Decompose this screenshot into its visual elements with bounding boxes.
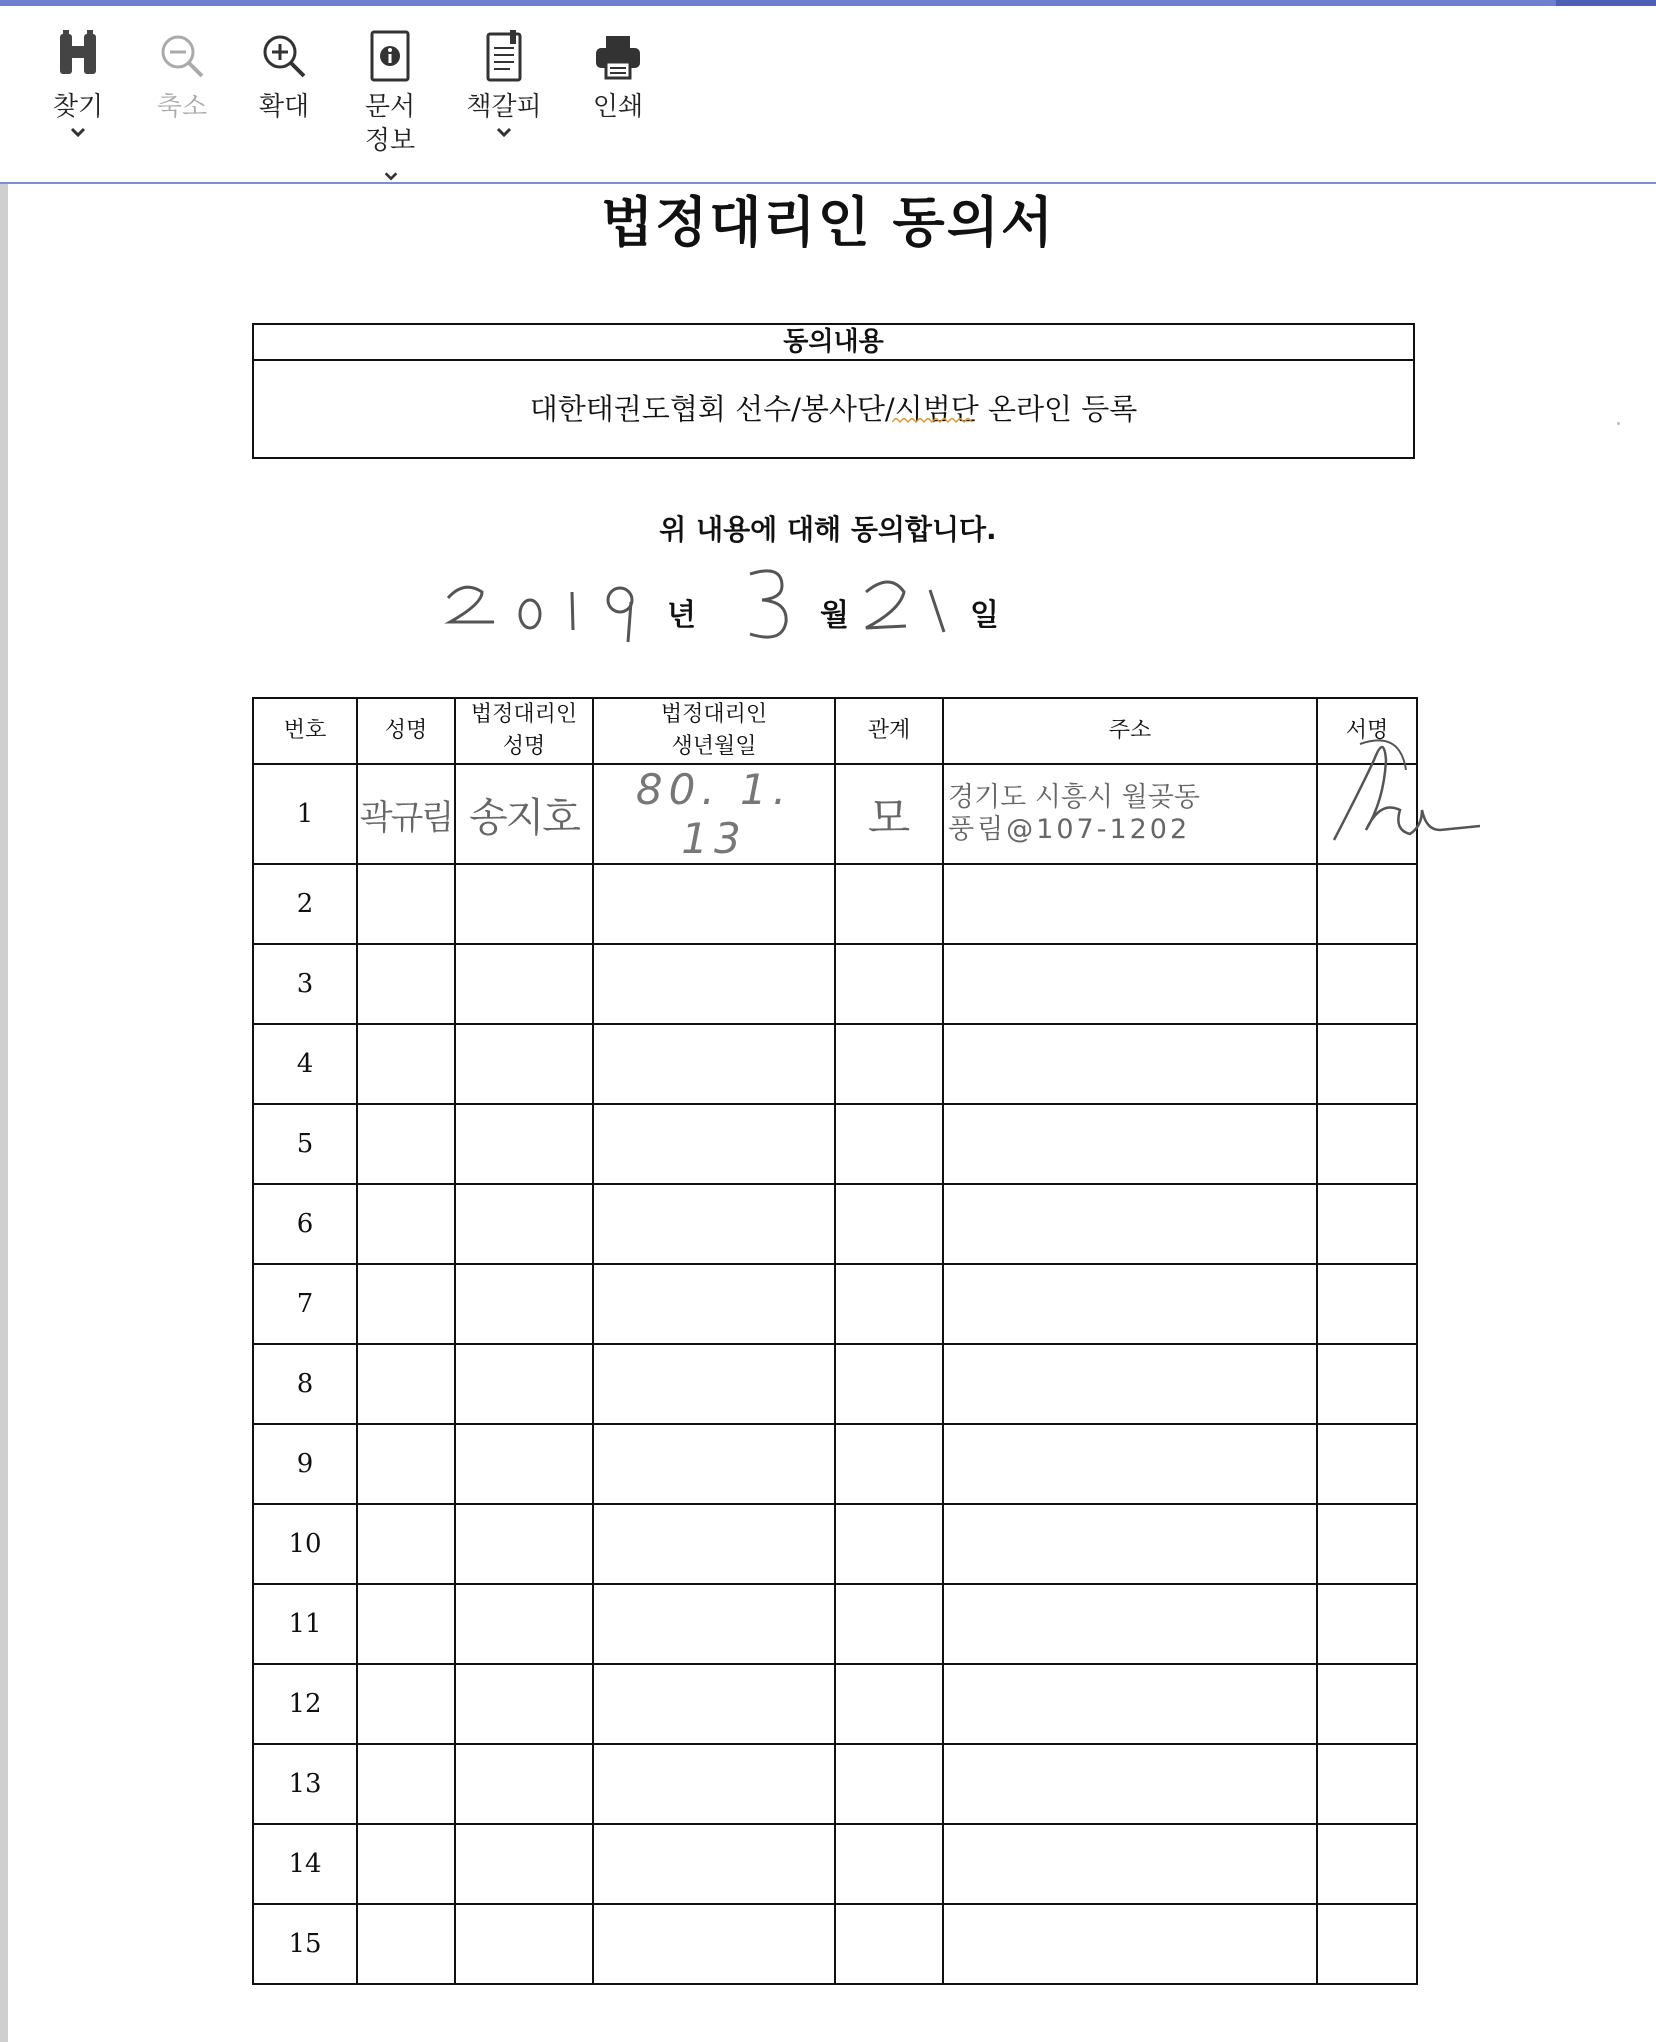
- print-label: 인쇄: [592, 92, 644, 122]
- table-row: [253, 944, 1417, 1024]
- table-row: [253, 764, 1417, 864]
- zoom-out-button[interactable]: [152, 30, 212, 124]
- table-row: [253, 1184, 1417, 1264]
- handwritten-relation: 모: [835, 764, 943, 864]
- header-address: 주소: [943, 698, 1317, 764]
- header-name: 성명: [357, 698, 455, 764]
- row-number: 3: [253, 944, 357, 1024]
- handwritten-month: [742, 560, 802, 650]
- guardian-table: [252, 697, 1418, 1985]
- document-title: 법정대리인 동의서: [600, 191, 1056, 254]
- row-number: 10: [253, 1504, 357, 1584]
- zoom-in-label: 확대: [258, 92, 310, 122]
- zoom-in-button[interactable]: [254, 30, 314, 124]
- binoculars-icon: [54, 30, 102, 82]
- page-speck: [1617, 422, 1620, 425]
- table-row: [253, 1264, 1417, 1344]
- table-row: [253, 1584, 1417, 1664]
- row-number: 13: [253, 1744, 357, 1824]
- handwritten-address: 경기도 시흥시 월곶동 풍림@107-1202: [943, 764, 1317, 864]
- bookmark-label: 책갈피: [466, 92, 542, 122]
- handwritten-year: [442, 570, 652, 650]
- row-number: 11: [253, 1584, 357, 1664]
- document-info-button[interactable]: [358, 30, 422, 192]
- print-button[interactable]: [588, 30, 648, 124]
- header-signature: 서명: [1317, 698, 1417, 764]
- row-number: 2: [253, 864, 357, 944]
- table-header-row: [253, 698, 1417, 764]
- row-number: 8: [253, 1344, 357, 1424]
- row-number: 5: [253, 1104, 357, 1184]
- table-row: [253, 1824, 1417, 1904]
- table-row: [253, 1104, 1417, 1184]
- signature-cell: [1317, 764, 1417, 864]
- viewer-toolbar: [0, 6, 1656, 182]
- bookmark-button[interactable]: [466, 30, 542, 138]
- handwritten-guardian-birth: 80. 1. 13: [593, 764, 835, 864]
- row-number: 6: [253, 1184, 357, 1264]
- zoom-out-label: 축소: [156, 92, 208, 122]
- table-row: [253, 1424, 1417, 1504]
- day-label: 일: [970, 598, 999, 633]
- find-label: 찾기: [52, 92, 104, 122]
- left-scroll-rail: [0, 184, 8, 2042]
- row-number: 1: [253, 764, 357, 864]
- consent-header: 동의내용: [254, 325, 1413, 361]
- date-row: [430, 570, 1030, 650]
- consent-body: 대한태권도협회 선수/봉사단/시범단 온라인 등록: [529, 392, 1138, 426]
- row-number: 4: [253, 1024, 357, 1104]
- chevron-down-icon: [495, 126, 513, 138]
- zoom-in-icon: [260, 30, 308, 82]
- handwritten-name: 곽규림: [357, 764, 455, 864]
- table-row: [253, 1344, 1417, 1424]
- row-number: 15: [253, 1904, 357, 1984]
- row-number: 9: [253, 1424, 357, 1504]
- handwritten-day: [860, 570, 960, 650]
- header-guardian-name: 법정대리인 성명: [455, 698, 593, 764]
- chevron-down-icon: [69, 126, 87, 138]
- document-info-label-2: 정보: [358, 124, 422, 192]
- table-row: [253, 1024, 1417, 1104]
- find-button[interactable]: [48, 30, 108, 138]
- header-guardian-birth: 법정대리인 생년월일: [593, 698, 835, 764]
- year-label: 년: [667, 598, 696, 633]
- handwritten-guardian-name: 송지호: [455, 764, 593, 864]
- table-row: [253, 1664, 1417, 1744]
- header-relation: 관계: [835, 698, 943, 764]
- table-row: [253, 1744, 1417, 1824]
- header-no: 번호: [253, 698, 357, 764]
- zoom-out-icon: [158, 30, 206, 82]
- table-row: [253, 1904, 1417, 1984]
- row-number: 12: [253, 1664, 357, 1744]
- document-info-icon: [366, 30, 414, 82]
- month-label: 월: [820, 598, 849, 633]
- table-row: [253, 1504, 1417, 1584]
- document-info-label-1: 문서: [364, 92, 416, 122]
- consent-box: [252, 323, 1415, 459]
- printer-icon: [594, 30, 642, 82]
- row-number: 14: [253, 1824, 357, 1904]
- row-number: 7: [253, 1264, 357, 1344]
- bookmark-page-icon: [480, 30, 528, 82]
- agree-statement: 위 내용에 대해 동의합니다.: [659, 513, 997, 546]
- table-row: [253, 864, 1417, 944]
